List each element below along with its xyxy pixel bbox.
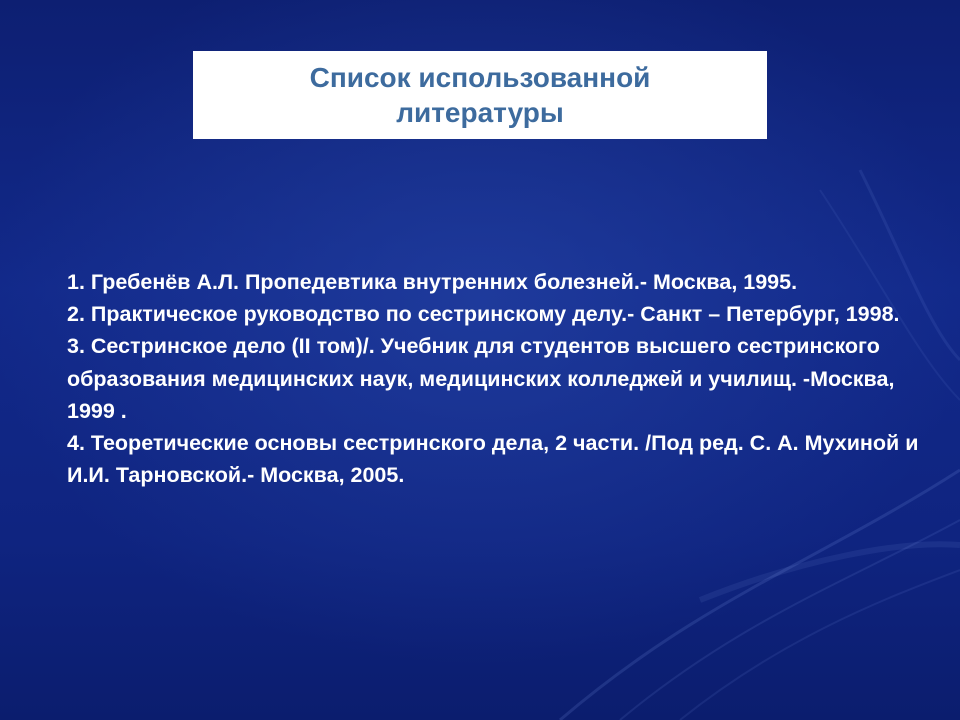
reference-item-3: 3. Сестринское дело (II том)/. Учебник для студентов высшего сестринского образования медицинских наук, медицинских колледжей и училищ. -Москва, 1999 . [67, 334, 895, 423]
reference-list [67, 266, 927, 491]
slide-title-line-2: литературы [396, 97, 564, 128]
reference-item-2: 2. Практическое руководство по сестринскому делу.- Санкт – Петербург, 1998. [67, 302, 900, 327]
reference-item-1: 1. Гребенёв А.Л. Пропедевтика внутренних болезней.- Москва, 1995. [67, 270, 798, 294]
title-box [193, 51, 767, 139]
reference-item-4: 4. Теоретические основы сестринского дела, 2 части. /Под ред. С. А. Мухиной и И.И. Тарновской.- Москва, 2005. [67, 431, 919, 488]
slide-title-line-1: Список использованной [309, 62, 651, 93]
